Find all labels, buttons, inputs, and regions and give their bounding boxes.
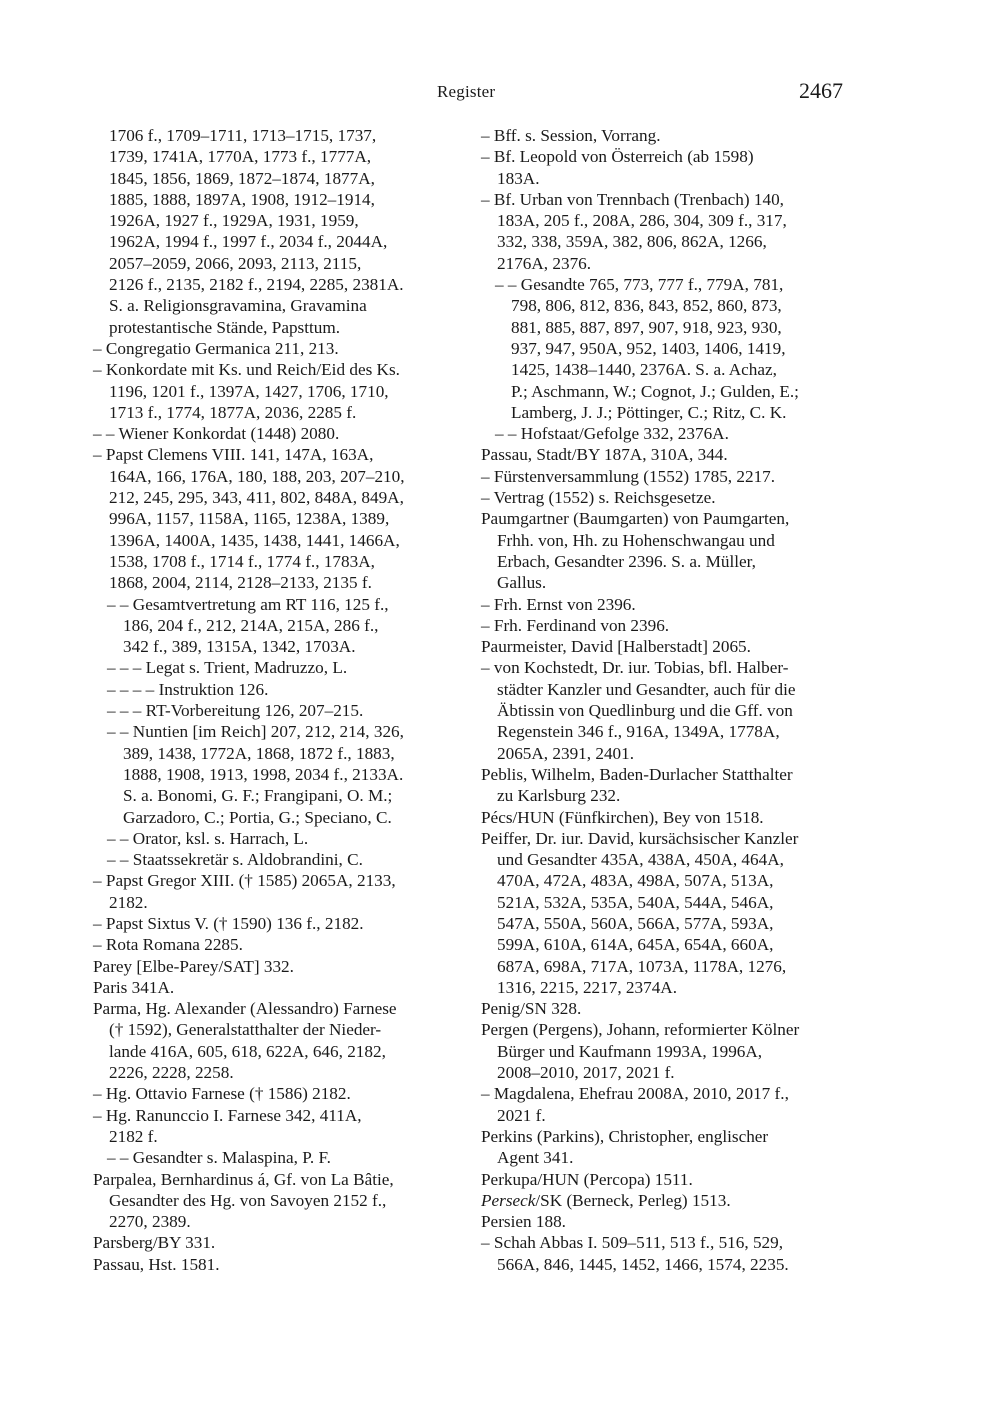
entry-line: Regenstein 346 f., 916A, 1349A, 1778A, <box>497 722 780 742</box>
entry-line: Passau, Hst. 1581. <box>93 1254 220 1274</box>
entry-line: 332, 338, 359A, 382, 806, 862A, 1266, <box>497 232 767 252</box>
entry-line: 1316, 2215, 2217, 2374A. <box>497 977 677 997</box>
index-entry <box>93 1083 465 1104</box>
entry-line: 186, 204 f., 212, 214A, 215A, 286 f., <box>123 615 379 635</box>
entry-line: S. a. Religionsgravamina, Gravamina <box>109 296 367 316</box>
index-entry <box>481 998 853 1019</box>
register-column-left <box>93 125 465 1275</box>
index-entry <box>93 1105 465 1148</box>
entry-line: Agent 341. <box>497 1148 574 1168</box>
entry-line: Perkins (Parkins), Christopher, englischer <box>481 1126 769 1146</box>
index-entry <box>481 1232 853 1275</box>
entry-line: 599A, 610A, 614A, 645A, 654A, 660A, <box>497 935 774 955</box>
entry-line: Persien 188. <box>481 1212 566 1232</box>
index-entry <box>93 913 465 934</box>
index-entry <box>481 828 853 998</box>
index-entry <box>93 594 465 658</box>
index-entry <box>93 679 465 700</box>
entry-line: 547A, 550A, 560A, 566A, 577A, 593A, <box>497 913 774 933</box>
entry-line: Penig/SN 328. <box>481 999 582 1019</box>
entry-line: – Papst Gregor XIII. († 1585) 2065A, 2133, <box>93 871 396 891</box>
entry-line: Paris 341A. <box>93 977 175 997</box>
index-entry <box>93 700 465 721</box>
running-head <box>0 78 1004 108</box>
index-entry <box>109 125 465 338</box>
index-entry <box>93 1169 465 1233</box>
entry-line: 687A, 698A, 717A, 1073A, 1178A, 1276, <box>497 956 787 976</box>
entry-line: 1425, 1438–1440, 2376A. S. a. Achaz, <box>511 360 777 380</box>
index-entry <box>481 636 853 657</box>
entry-line: 1885, 1888, 1897A, 1908, 1912–1914, <box>109 189 375 209</box>
entry-line: 566A, 846, 1445, 1452, 1466, 1574, 2235. <box>497 1254 789 1274</box>
entry-line: 2270, 2389. <box>109 1212 191 1232</box>
index-entry <box>481 594 853 615</box>
index-entry <box>93 657 465 678</box>
index-entry <box>481 615 853 636</box>
entry-line: Parey [Elbe-Parey/SAT] 332. <box>93 956 294 976</box>
entry-line: 1962A, 1994 f., 1997 f., 2034 f., 2044A, <box>109 232 388 252</box>
entry-line: lande 416A, 605, 618, 622A, 646, 2182, <box>109 1041 386 1061</box>
entry-line: Paumgartner (Baumgarten) von Paumgarten, <box>481 509 790 529</box>
entry-line: – – Hofstaat/Gefolge 332, 2376A. <box>495 424 729 444</box>
entry-line: Parpalea, Bernhardinus á, Gf. von La Bâtie, <box>93 1169 394 1189</box>
entry-line: Pécs/HUN (Fünfkirchen), Bey von 1518. <box>481 807 764 827</box>
entry-line: 1538, 1708 f., 1714 f., 1774 f., 1783A, <box>109 551 375 571</box>
index-entry <box>93 956 465 977</box>
entry-italic-term: Perseck <box>481 1190 536 1210</box>
entry-line: Pergen (Pergens), Johann, reformierter Kölner <box>481 1020 800 1040</box>
index-entry <box>481 146 853 189</box>
index-entry <box>481 423 853 444</box>
entry-line: 1926A, 1927 f., 1929A, 1931, 1959, <box>109 211 359 231</box>
entry-line: 1713 f., 1774, 1877A, 2036, 2285 f. <box>109 402 357 422</box>
entry-line: – Frh. Ferdinand von 2396. <box>481 615 670 635</box>
entry-line: 937, 947, 950A, 952, 1403, 1406, 1419, <box>511 338 786 358</box>
index-entry <box>93 359 465 423</box>
running-title: Register <box>437 82 496 101</box>
entry-line: 2057–2059, 2066, 2093, 2113, 2115, <box>109 253 362 273</box>
index-entry <box>481 189 853 274</box>
entry-line: Peiffer, Dr. iur. David, kursächsischer Kanzler <box>481 828 799 848</box>
entry-line: P.; Aschmann, W.; Cognot, J.; Gulden, E.; <box>511 381 799 401</box>
index-entry <box>481 657 853 763</box>
index-entry <box>93 849 465 870</box>
entry-line: Äbtissin von Quedlinburg und die Gff. von <box>497 701 793 721</box>
entry-line: Lamberg, J. J.; Pöttinger, C.; Ritz, C. K. <box>511 402 787 422</box>
index-entry <box>481 1083 853 1126</box>
index-entry <box>481 487 853 508</box>
entry-line: – Papst Clemens VIII. 141, 147A, 163A, <box>93 445 374 465</box>
entry-line: – Hg. Ranunccio I. Farnese 342, 411A, <box>93 1105 362 1125</box>
index-entry <box>481 125 853 146</box>
entry-line: – – Orator, ksl. s. Harrach, L. <box>107 828 309 848</box>
index-entry <box>93 721 465 827</box>
entry-line: – – – RT-Vorbereitung 126, 207–215. <box>107 701 364 721</box>
entry-line: 342 f., 389, 1315A, 1342, 1703A. <box>123 637 356 657</box>
entry-line: 2182 f. <box>109 1126 158 1146</box>
entry-line: Peblis, Wilhelm, Baden-Durlacher Statthalter <box>481 764 793 784</box>
entry-line: Parsberg/BY 331. <box>93 1233 216 1253</box>
entry-line: zu Karlsburg 232. <box>497 786 621 806</box>
index-entry <box>93 977 465 998</box>
entry-line: – Fürstenversammlung (1552) 1785, 2217. <box>481 466 776 486</box>
entry-line: 2021 f. <box>497 1105 546 1125</box>
entry-line: – Schah Abbas I. 509–511, 513 f., 516, 529, <box>481 1233 784 1253</box>
entry-line: – Bf. Leopold von Österreich (ab 1598) <box>481 147 754 167</box>
entry-line: 389, 1438, 1772A, 1868, 1872 f., 1883, <box>123 743 395 763</box>
entry-line: 2182. <box>109 892 148 912</box>
entry-line: Gesandter des Hg. von Savoyen 2152 f., <box>109 1190 387 1210</box>
index-entry <box>93 338 465 359</box>
index-entry <box>93 1147 465 1168</box>
index-entry <box>93 828 465 849</box>
entry-line: 2065A, 2391, 2401. <box>497 743 635 763</box>
entry-line: 164A, 166, 176A, 180, 188, 203, 207–210, <box>109 466 405 486</box>
page-number: 2467 <box>799 78 843 103</box>
entry-line: 798, 806, 812, 836, 843, 852, 860, 873, <box>511 296 782 316</box>
entry-line: Parma, Hg. Alexander (Alessandro) Farnese <box>93 999 397 1019</box>
index-entry <box>93 998 465 1083</box>
entry-line: – – Gesamtvertretung am RT 116, 125 f., <box>107 594 389 614</box>
index-entry <box>481 764 853 807</box>
entry-line: – – Gesandter s. Malaspina, P. F. <box>107 1148 331 1168</box>
entry-line: 521A, 532A, 535A, 540A, 544A, 546A, <box>497 892 774 912</box>
index-entry <box>481 274 853 423</box>
entry-line: 2126 f., 2135, 2182 f., 2194, 2285, 2381A. <box>109 275 404 295</box>
index-entry <box>93 444 465 593</box>
entry-line: – – – – Instruktion 126. <box>107 679 269 699</box>
entry-line: protestantische Stände, Papsttum. <box>109 317 341 337</box>
index-entry <box>481 807 853 828</box>
entry-line: 2176A, 2376. <box>497 253 592 273</box>
entry-line: 1739, 1741A, 1770A, 1773 f., 1777A, <box>109 147 372 167</box>
entry-line: – Bff. s. Session, Vorrang. <box>481 126 661 145</box>
entry-line: – Vertrag (1552) s. Reichsgesetze. <box>481 488 716 508</box>
index-entry <box>93 1232 465 1253</box>
entry-line: 996A, 1157, 1158A, 1165, 1238A, 1389, <box>109 509 390 529</box>
entry-line: Frhh. von, Hh. zu Hohenschwangau und <box>497 530 775 550</box>
entry-line: Passau, Stadt/BY 187A, 310A, 344. <box>481 445 728 465</box>
entry-line: 1396A, 1400A, 1435, 1438, 1441, 1466A, <box>109 530 400 550</box>
index-entry <box>481 1169 853 1190</box>
index-entry <box>481 508 853 593</box>
entry-line: 2226, 2228, 2258. <box>109 1063 234 1083</box>
entry-line: /SK (Berneck, Perleg) 1513. <box>535 1190 731 1210</box>
entry-line: 212, 245, 295, 343, 411, 802, 848A, 849A, <box>109 488 404 508</box>
entry-line: – Konkordate mit Ks. und Reich/Eid des Ks. <box>93 360 400 380</box>
entry-line: 183A. <box>497 168 540 188</box>
index-entry <box>93 423 465 444</box>
entry-line: Perkupa/HUN (Percopa) 1511. <box>481 1169 693 1189</box>
entry-line: Gallus. <box>497 573 547 593</box>
index-entry <box>93 1254 465 1275</box>
index-entry <box>93 870 465 913</box>
entry-line: S. a. Bonomi, G. F.; Frangipani, O. M.; <box>123 786 393 806</box>
entry-line: Bürger und Kaufmann 1993A, 1996A, <box>497 1041 763 1061</box>
entry-line: Paurmeister, David [Halberstadt] 2065. <box>481 637 751 657</box>
entry-line: 1868, 2004, 2114, 2128–2133, 2135 f. <box>109 573 372 593</box>
index-entry <box>481 466 853 487</box>
entry-line: – Frh. Ernst von 2396. <box>481 594 636 614</box>
index-entry <box>481 1190 853 1211</box>
entry-line: städter Kanzler und Gesandter, auch für die <box>497 679 796 699</box>
entry-line: († 1592), Generalstatthalter der Nieder- <box>109 1020 382 1040</box>
entry-line: 470A, 472A, 483A, 498A, 507A, 513A, <box>497 871 774 891</box>
entry-line: – Congregatio Germanica 211, 213. <box>93 338 339 358</box>
entry-line: – – Nuntien [im Reich] 207, 212, 214, 326, <box>107 722 404 742</box>
index-entry <box>481 1019 853 1083</box>
entry-line: 1888, 1908, 1913, 1998, 2034 f., 2133A. <box>123 764 404 784</box>
entry-line: – Magdalena, Ehefrau 2008A, 2010, 2017 f., <box>481 1084 789 1104</box>
entry-line: – Rota Romana 2285. <box>93 935 243 955</box>
register-column-right <box>481 125 853 1275</box>
entry-line: – Papst Sixtus V. († 1590) 136 f., 2182. <box>93 913 364 933</box>
entry-line: – – Wiener Konkordat (1448) 2080. <box>93 424 340 444</box>
entry-line: 2008–2010, 2017, 2021 f. <box>497 1063 675 1083</box>
entry-line: – Bf. Urban von Trennbach (Trenbach) 140, <box>481 189 784 209</box>
entry-line: 183A, 205 f., 208A, 286, 304, 309 f., 317, <box>497 211 787 231</box>
entry-line: – – Staatssekretär s. Aldobrandini, C. <box>107 850 363 870</box>
entry-line: Erbach, Gesandter 2396. S. a. Müller, <box>497 551 756 571</box>
entry-line: 881, 885, 887, 897, 907, 918, 923, 930, <box>511 317 782 337</box>
entry-line: und Gesandter 435A, 438A, 450A, 464A, <box>497 850 784 870</box>
entry-line: 1845, 1856, 1869, 1872–1874, 1877A, <box>109 168 375 188</box>
index-entry <box>93 934 465 955</box>
index-entry <box>481 1211 853 1232</box>
entry-line: – – – Legat s. Trient, Madruzzo, L. <box>107 658 348 678</box>
entry-line: – – Gesandte 765, 773, 777 f., 779A, 781, <box>495 275 784 295</box>
entry-line: 1706 f., 1709–1711, 1713–1715, 1737, <box>109 126 377 145</box>
entry-line: Garzadoro, C.; Portia, G.; Speciano, C. <box>123 807 392 827</box>
index-entry <box>481 1126 853 1169</box>
entry-line: 1196, 1201 f., 1397A, 1427, 1706, 1710, <box>109 381 389 401</box>
entry-line: – von Kochstedt, Dr. iur. Tobias, bfl. Halber- <box>481 658 789 678</box>
entry-line: – Hg. Ottavio Farnese († 1586) 2182. <box>93 1084 351 1104</box>
index-entry <box>481 444 853 465</box>
